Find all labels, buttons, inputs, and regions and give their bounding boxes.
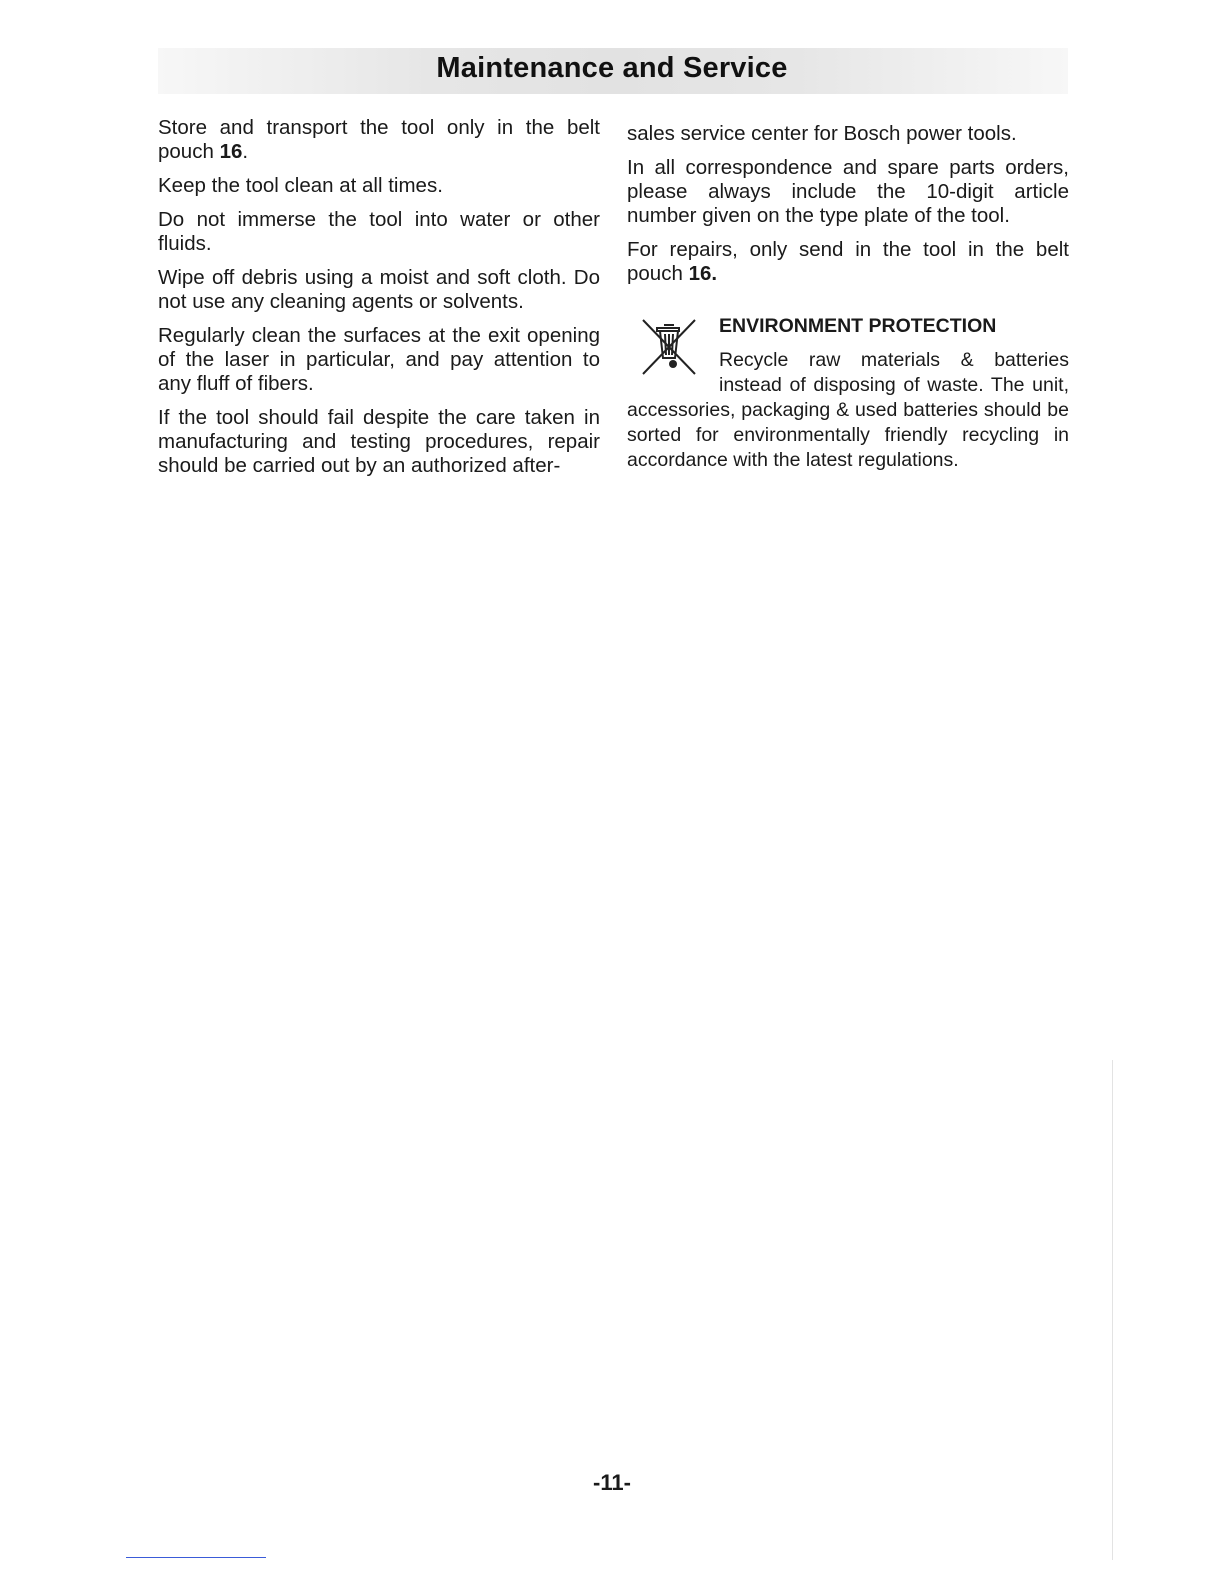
scan-edge-line xyxy=(1112,1060,1113,1560)
right-column xyxy=(627,116,1069,483)
page-title: Maintenance and Service xyxy=(436,52,788,84)
page-number: -11- xyxy=(593,1470,631,1495)
paragraph-service-center: sales service center for Bosch power tools. xyxy=(627,122,1017,145)
environment-protection-section xyxy=(627,314,1069,473)
environment-heading: ENVIRONMENT PROTECTION xyxy=(719,315,997,337)
environment-text: Recycle raw materials & batteries instead of disposing of waste. The unit, accessories, packaging & used batteries should be sorted for environmentally friendly recycling in accordance with the latest regulations. xyxy=(627,349,1069,471)
paragraph-repairs: For repairs, only send in the tool in the belt pouch 16. xyxy=(627,238,1069,285)
paragraph-correspondence: In all correspondence and spare parts orders, please always include the 10-digit article number given on the type plate of the tool. xyxy=(627,156,1069,227)
part-reference: 16. xyxy=(688,262,718,285)
paragraph-storage: Store and transport the tool only in the belt pouch 16. xyxy=(158,116,600,163)
part-reference: 16 xyxy=(219,140,243,163)
footer-rule xyxy=(126,1557,266,1558)
paragraph-repair: If the tool should fail despite the care taken in manufacturing and testing procedures, repair should be carried out by an authorized after- xyxy=(158,406,600,477)
left-column xyxy=(158,116,600,488)
paragraph-exit-opening: Regularly clean the surfaces at the exit opening of the laser in particular, and pay attention to any fluff of fibers. xyxy=(158,324,600,395)
crossed-out-wheelie-bin-icon xyxy=(627,316,707,378)
paragraph-immerse: Do not immerse the tool into water or other fluids. xyxy=(158,208,600,255)
paragraph-clean: Keep the tool clean at all times. xyxy=(158,174,443,197)
paragraph-wipe: Wipe off debris using a moist and soft cloth. Do not use any cleaning agents or solvents. xyxy=(158,266,600,313)
